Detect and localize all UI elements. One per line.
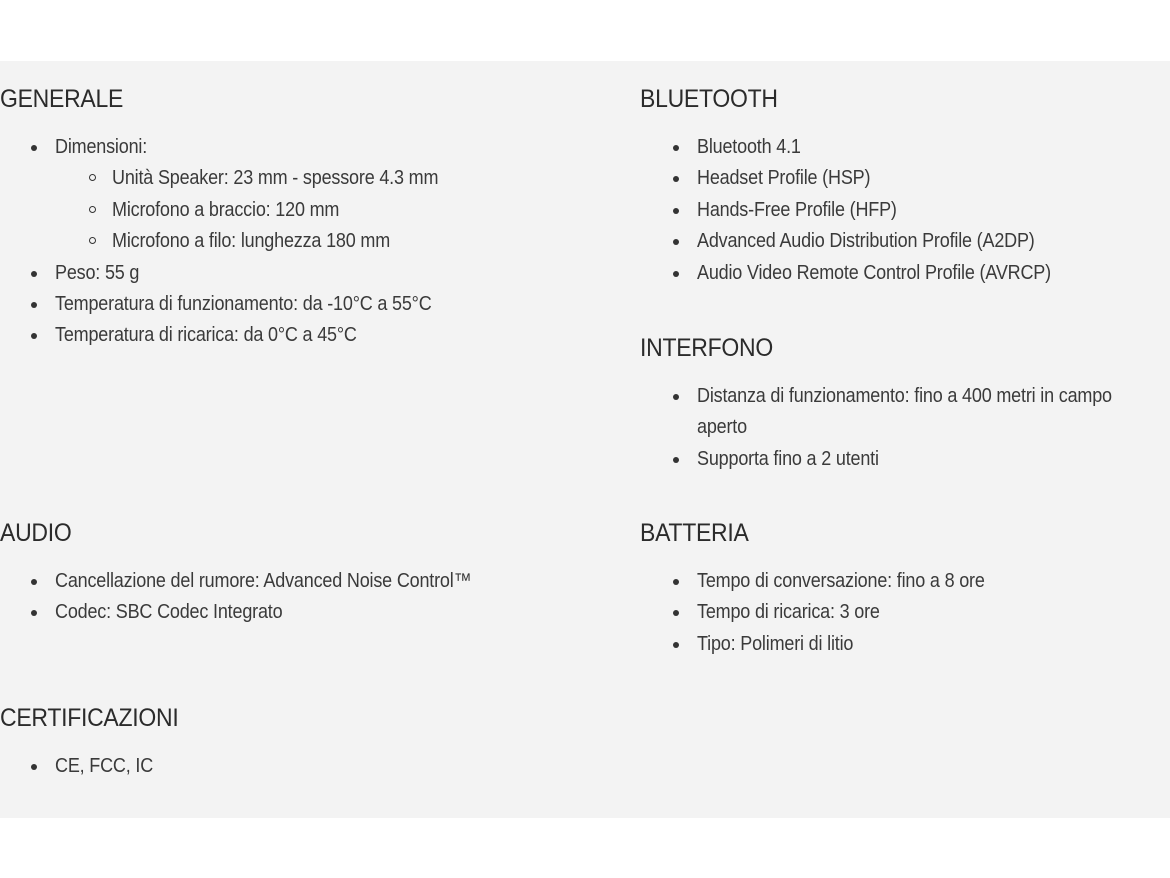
list-item <box>0 132 475 258</box>
section-certificazioni <box>0 703 194 782</box>
list-generale <box>0 132 475 352</box>
section-title-generale: GENERALE <box>0 85 124 113</box>
list-item <box>642 226 1090 257</box>
list-item <box>0 597 518 628</box>
spec-utenti: Supporta fino a 2 utenti <box>697 447 879 470</box>
spec-cancellazione-rumore: Cancellazione del rumore: Advanced Noise Control™ <box>55 570 472 592</box>
sub-list-item <box>55 163 475 194</box>
section-bluetooth <box>640 84 1090 289</box>
list-interfono <box>642 381 1170 475</box>
section-title-audio: AUDIO <box>0 519 72 547</box>
list-item <box>0 320 475 351</box>
list-item <box>642 258 1090 289</box>
list-certificazioni <box>0 751 194 782</box>
sub-list-item <box>55 195 475 226</box>
sublist-dimensioni <box>55 163 475 257</box>
section-batteria <box>640 518 1017 660</box>
spec-distanza-cont: aperto <box>697 416 747 439</box>
spec-hfp: Hands-Free Profile (HFP) <box>697 198 897 221</box>
section-title-batteria: BATTERIA <box>640 519 749 547</box>
list-bluetooth <box>642 132 1090 289</box>
list-batteria <box>642 566 1017 660</box>
list-item <box>642 381 1170 444</box>
spec-tipo-batteria: Tipo: Polimeri di litio <box>697 632 854 655</box>
list-audio <box>0 566 518 629</box>
spec-microfono-braccio: Microfono a braccio: 120 mm <box>112 198 340 221</box>
spec-bluetooth-version: Bluetooth 4.1 <box>697 136 801 158</box>
spec-codec: Codec: SBC Codec Integrato <box>55 601 283 624</box>
spec-a2dp: Advanced Audio Distribution Profile (A2DP) <box>697 230 1035 253</box>
spec-peso: Peso: 55 g <box>55 261 140 284</box>
list-item <box>642 597 1017 628</box>
spec-tempo-ricarica: Tempo di ricarica: 3 ore <box>697 601 880 624</box>
list-item <box>642 629 1017 660</box>
list-item <box>642 132 1090 163</box>
spec-temp-funzionamento: Temperatura di funzionamento: da -10°C a 55°C <box>55 293 432 316</box>
section-generale <box>0 84 475 352</box>
section-interfono <box>640 333 1170 475</box>
spec-microfono-filo: Microfono a filo: lunghezza 180 mm <box>112 230 391 253</box>
spec-hsp: Headset Profile (HSP) <box>697 167 871 190</box>
list-item <box>642 195 1090 226</box>
specs-panel <box>0 61 1170 818</box>
section-title-certificazioni: CERTIFICAZIONI <box>0 704 179 732</box>
list-item <box>0 751 194 782</box>
list-item <box>642 566 1017 597</box>
spec-temp-ricarica: Temperatura di ricarica: da 0°C a 45°C <box>55 324 357 347</box>
section-title-interfono: INTERFONO <box>640 334 773 362</box>
list-item <box>0 289 475 320</box>
list-item <box>642 444 1170 475</box>
spec-dimensioni: Dimensioni: <box>55 136 148 158</box>
section-title-bluetooth: BLUETOOTH <box>640 85 778 113</box>
sub-list-item <box>55 226 475 257</box>
list-item <box>0 566 518 597</box>
list-item <box>642 163 1090 194</box>
spec-conversazione: Tempo di conversazione: fino a 8 ore <box>697 570 985 592</box>
spec-unita-speaker: Unità Speaker: 23 mm - spessore 4.3 mm <box>112 167 439 190</box>
spec-distanza: Distanza di funzionamento: fino a 400 metri in campo <box>697 385 1112 407</box>
spec-avrcp: Audio Video Remote Control Profile (AVRCP) <box>697 261 1051 284</box>
spec-certificazioni: CE, FCC, IC <box>55 755 154 777</box>
section-audio <box>0 518 518 629</box>
list-item <box>0 258 475 289</box>
